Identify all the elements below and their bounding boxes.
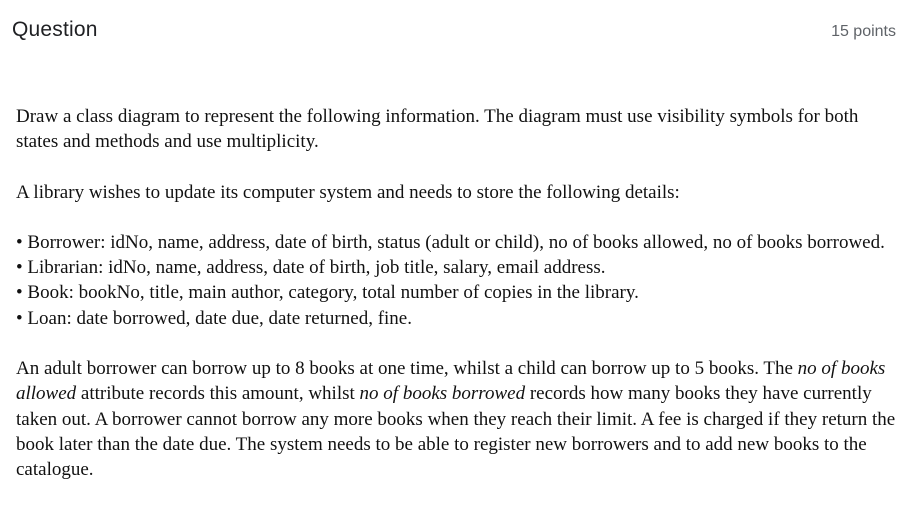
italic-term-allowed: no of books allowed (16, 358, 886, 405)
closing-text-2: attribute records this amount, whilst (76, 383, 360, 405)
question-body (16, 104, 900, 508)
intro-paragraph: Draw a class diagram to represent the following information. The diagram must use visibility symbols for both states and methods and use multiplicity. (16, 106, 859, 153)
list-item: • Book: bookNo, title, main author, category, total number of copies in the library. (16, 282, 639, 304)
list-item: • Loan: date borrowed, date due, date returned, fine. (16, 307, 412, 329)
question-header (0, 0, 912, 70)
points-label: 15 points (831, 23, 896, 40)
question-title: Question (12, 18, 98, 41)
details-list (16, 230, 900, 331)
closing-text-1: An adult borrower can borrow up to 8 books at one time, whilst a child can borrow up to 5 books. The (16, 358, 798, 380)
closing-text-3: records how many books they have currently taken out. A borrower cannot borrow any more books when they reach their limit. A fee is charged if they return the book later than the date due. The system needs to be able to register new borrowers and to add new books to the catalogue. (16, 383, 896, 481)
closing-paragraph (16, 356, 900, 482)
list-item: • Librarian: idNo, name, address, date of birth, job title, salary, email address. (16, 257, 606, 279)
italic-term-borrowed: no of books borrowed (359, 383, 526, 405)
context-paragraph: A library wishes to update its computer system and needs to store the following details: (16, 181, 680, 203)
list-item: • Borrower: idNo, name, address, date of birth, status (adult or child), no of books allowed, no of books borrowed. (16, 231, 885, 253)
